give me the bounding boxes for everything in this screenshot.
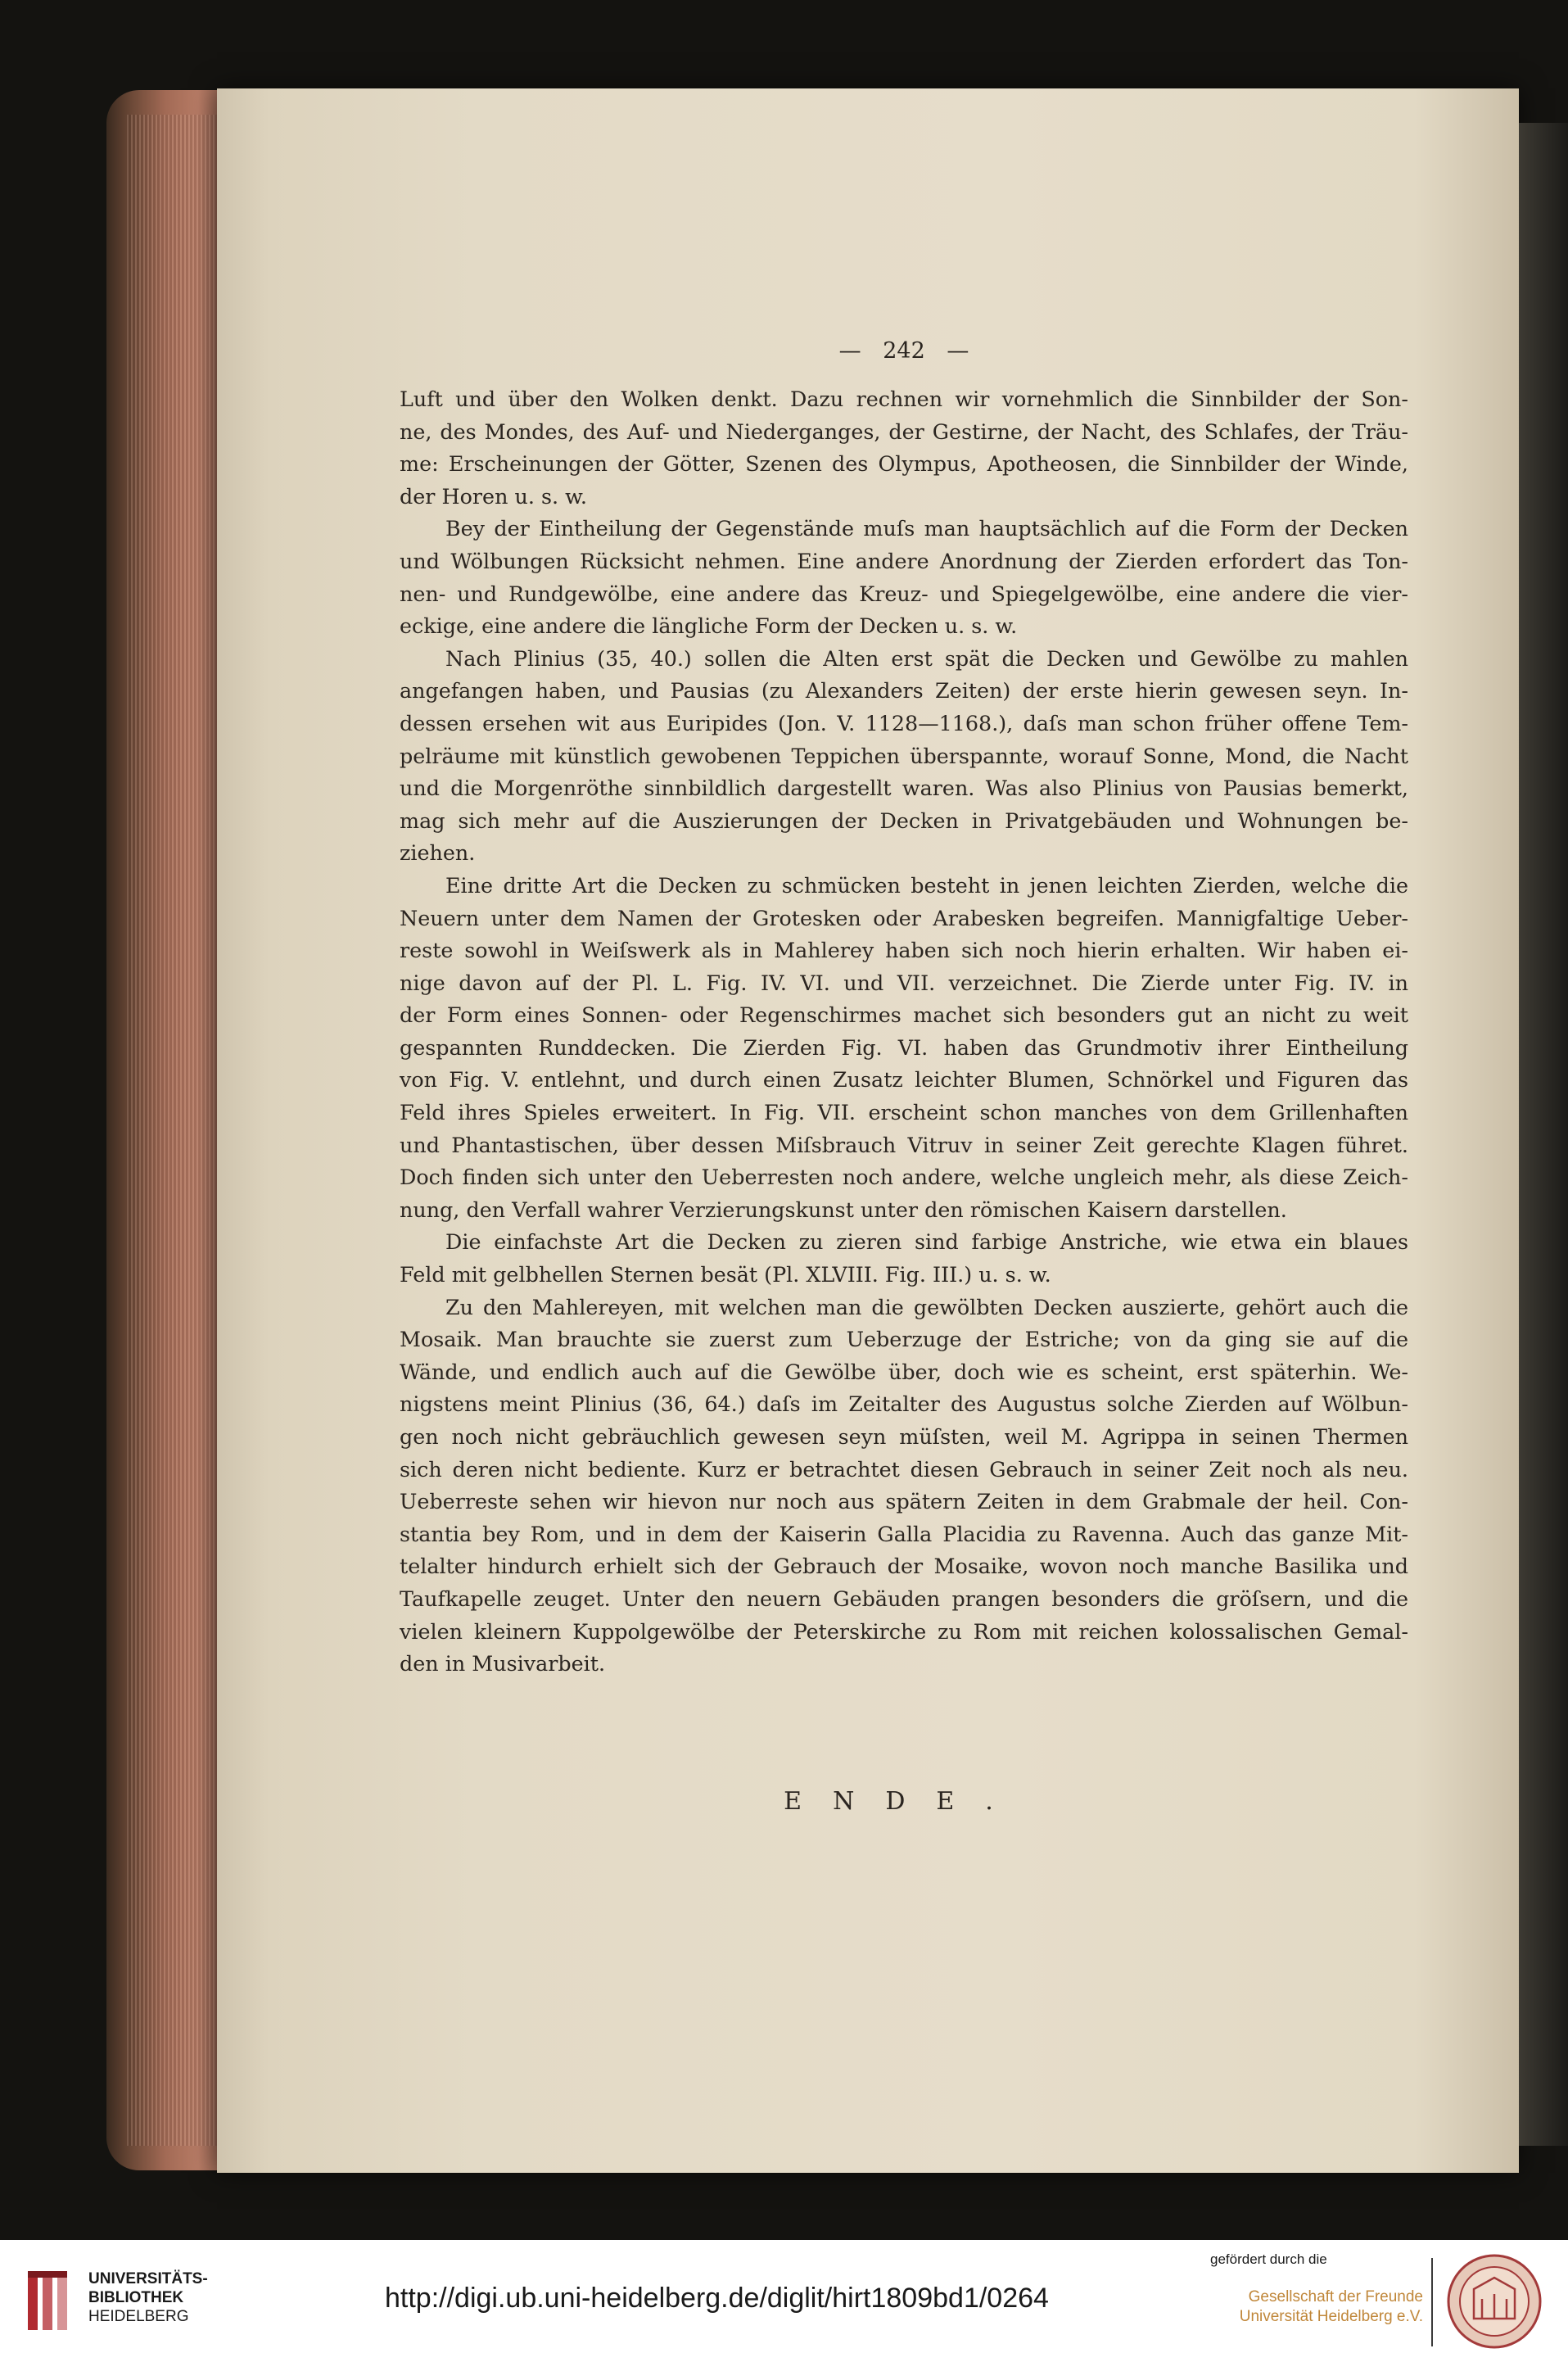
text-line: von Fig. V. entlehnt, und durch einen Zusatz leichter Blumen, Schnörkel und Figuren das (400, 1067, 1408, 1093)
library-name-line2: BIBLIOTHEK (88, 2289, 184, 2306)
text-line: den in Musivarbeit. (400, 1651, 606, 1676)
sponsor-name-line1: Gesellschaft der Freunde (1248, 2288, 1423, 2305)
text-line: angefangen haben, und Pausias (zu Alexanders Zeiten) der erste hierin gewesen seyn. In- (400, 678, 1408, 704)
text-line: Taufkapelle zeuget. Unter den neuern Gebäuden prangen besonders die gröſsern, und die (400, 1586, 1408, 1611)
text-line: nige davon auf der Pl. L. Fig. IV. VI. und VII. verzeichnet. Die Zierde unter Fig. IV. in (400, 970, 1408, 995)
text-line: eckige, eine andere die längliche Form der Decken u. s. w. (400, 613, 1018, 639)
library-name-line3: HEIDELBERG (88, 2308, 189, 2325)
text-line: reste sowohl in Weiſswerk als in Mahlerey haben sich noch hierin erhalten. Wir haben ei- (400, 938, 1408, 963)
text-line: telalter hindurch erhielt sich der Gebrauch der Mosaike, wovon noch manche Basilika und (400, 1554, 1408, 1579)
text-line: ne, des Mondes, des Auf- und Niederganges, der Gestirne, der Nacht, des Schlafes, der Träu- (400, 419, 1408, 444)
page-number: — 242 — (838, 338, 969, 364)
university-library-logo-icon (23, 2263, 77, 2338)
footer-divider (1431, 2258, 1433, 2346)
ende-mark: ENDE. (784, 1787, 1024, 1816)
text-line: und Wölbungen Rücksicht nehmen. Eine andere Anordnung der Zierden erfordert das Ton- (400, 548, 1408, 573)
text-line: nen- und Rundgewölbe, eine andere das Kreuz- und Spiegelgewölbe, eine andere die vier- (400, 581, 1408, 606)
sponsor-name (1210, 2287, 1423, 2327)
text-line: dessen ersehen wit aus Euripides (Jon. V. 1128—1168.), daſs man schon früher offene Tem- (400, 710, 1408, 735)
text-line: Feld mit gelbhellen Sternen besät (Pl. XLVIII. Fig. III.) u. s. w. (400, 1262, 1051, 1287)
text-line: vielen kleinern Kuppolgewölbe der Peterskirche zu Rom mit reichen kolossalischen Gemal- (400, 1618, 1408, 1644)
university-seal-icon (1446, 2253, 1543, 2350)
text-line: gen noch nicht gebräuchlich gewesen seyn müſsten, weil M. Agrippa in seinen Thermen (400, 1424, 1408, 1449)
permalink-url[interactable]: http://digi.ub.uni-heidelberg.de/diglit/hirt1809bd1/0264 (385, 2283, 1049, 2314)
text-line: der Horen u. s. w. (400, 483, 587, 509)
text-line: sich deren nicht bediente. Kurz er betrachtet diesen Gebrauch in seiner Zeit noch als neu. (400, 1456, 1408, 1482)
text-line: Nach Plinius (35, 40.) sollen die Alten erst spät die Decken und Gewölbe zu mahlen (445, 645, 1408, 671)
text-line: und Phantastischen, über dessen Miſsbrauch Vitruv in seiner Zeit gerechte Klagen führet. (400, 1132, 1408, 1157)
text-line: ziehen. (400, 840, 476, 866)
text-line: me: Erscheinungen der Götter, Szenen des Olympus, Apotheosen, die Sinnbilder der Winde, (400, 451, 1408, 477)
sponsor-name-line2: Universität Heidelberg e.V. (1239, 2308, 1423, 2325)
text-line: stantia bey Rom, und in dem der Kaiserin Galla Placidia zu Ravenna. Auch das ganze Mit- (400, 1521, 1408, 1546)
library-name-line1: UNIVERSITÄTS- (88, 2270, 208, 2287)
text-line: Doch finden sich unter den Ueberresten noch andere, welche ungleich mehr, als diese Zeich- (400, 1165, 1408, 1190)
text-line: Die einfachste Art die Decken zu zieren sind farbige Anstriche, wie etwa ein blaues (445, 1229, 1408, 1255)
text-line: gespannten Runddecken. Die Zierden Fig. VI. haben das Grundmotiv ihrer Eintheilung (400, 1034, 1408, 1060)
text-line: nung, den Verfall wahrer Verzierungskunst unter den römischen Kaisern darstellen. (400, 1197, 1287, 1222)
text-line: Bey der Eintheilung der Gegenstände muſs man hauptsächlich auf die Form der Decken (445, 516, 1408, 541)
book-page-stack (127, 115, 225, 2146)
facing-page-edge (1519, 123, 1568, 2146)
text-line: nigstens meint Plinius (36, 64.) daſs im Zeitalter des Augustus solche Zierden auf Wölbun- (400, 1391, 1408, 1417)
text-line: Ueberreste sehen wir hievon nur noch aus spätern Zeiten in dem Grabmale der heil. Con- (400, 1489, 1408, 1514)
text-line: der Form eines Sonnen- oder Regenschirmes machet sich besonders gut an nicht zu weit (400, 1002, 1408, 1028)
text-line: Feld ihres Spieles erweitert. In Fig. VII. erscheint schon manches von dem Grillenhaften (400, 1100, 1408, 1125)
text-line: und die Morgenröthe sinnbildlich dargestellt waren. Was also Plinius von Pausias bemerkt, (400, 776, 1408, 801)
library-name (88, 2269, 208, 2326)
text-line: Luft und über den Wolken denkt. Dazu rechnen wir vornehmlich die Sinnbilder der Son- (400, 387, 1408, 411)
text-line: Neuern unter dem Namen der Grotesken oder Arabesken begreifen. Mannigfaltige Ueber- (400, 905, 1408, 930)
text-line: pelräume mit künstlich gewobenen Teppichen überspannte, worauf Sonne, Mond, die Nacht (400, 743, 1408, 768)
text-line: Zu den Mahlereyen, mit welchen man die gewölbten Decken auszierte, gehört auch die (445, 1294, 1408, 1319)
text-line: Wände, und endlich auch auf die Gewölbe über, doch wie es scheint, erst späterhin. We- (400, 1359, 1408, 1384)
sponsor-caption: gefördert durch die (1210, 2251, 1327, 2267)
page-text (400, 383, 1408, 1681)
text-line: Eine dritte Art die Decken zu schmücken besteht in jenen leichten Zierden, welche die (445, 872, 1408, 898)
text-line: mag sich mehr auf die Auszierungen der Decken in Privatgebäuden und Wohnungen be- (400, 808, 1408, 833)
text-line: Mosaik. Man brauchte sie zuerst zum Ueberzuge der Estriche; von da ging sie auf die (400, 1327, 1408, 1352)
viewer-footer (0, 2240, 1568, 2362)
